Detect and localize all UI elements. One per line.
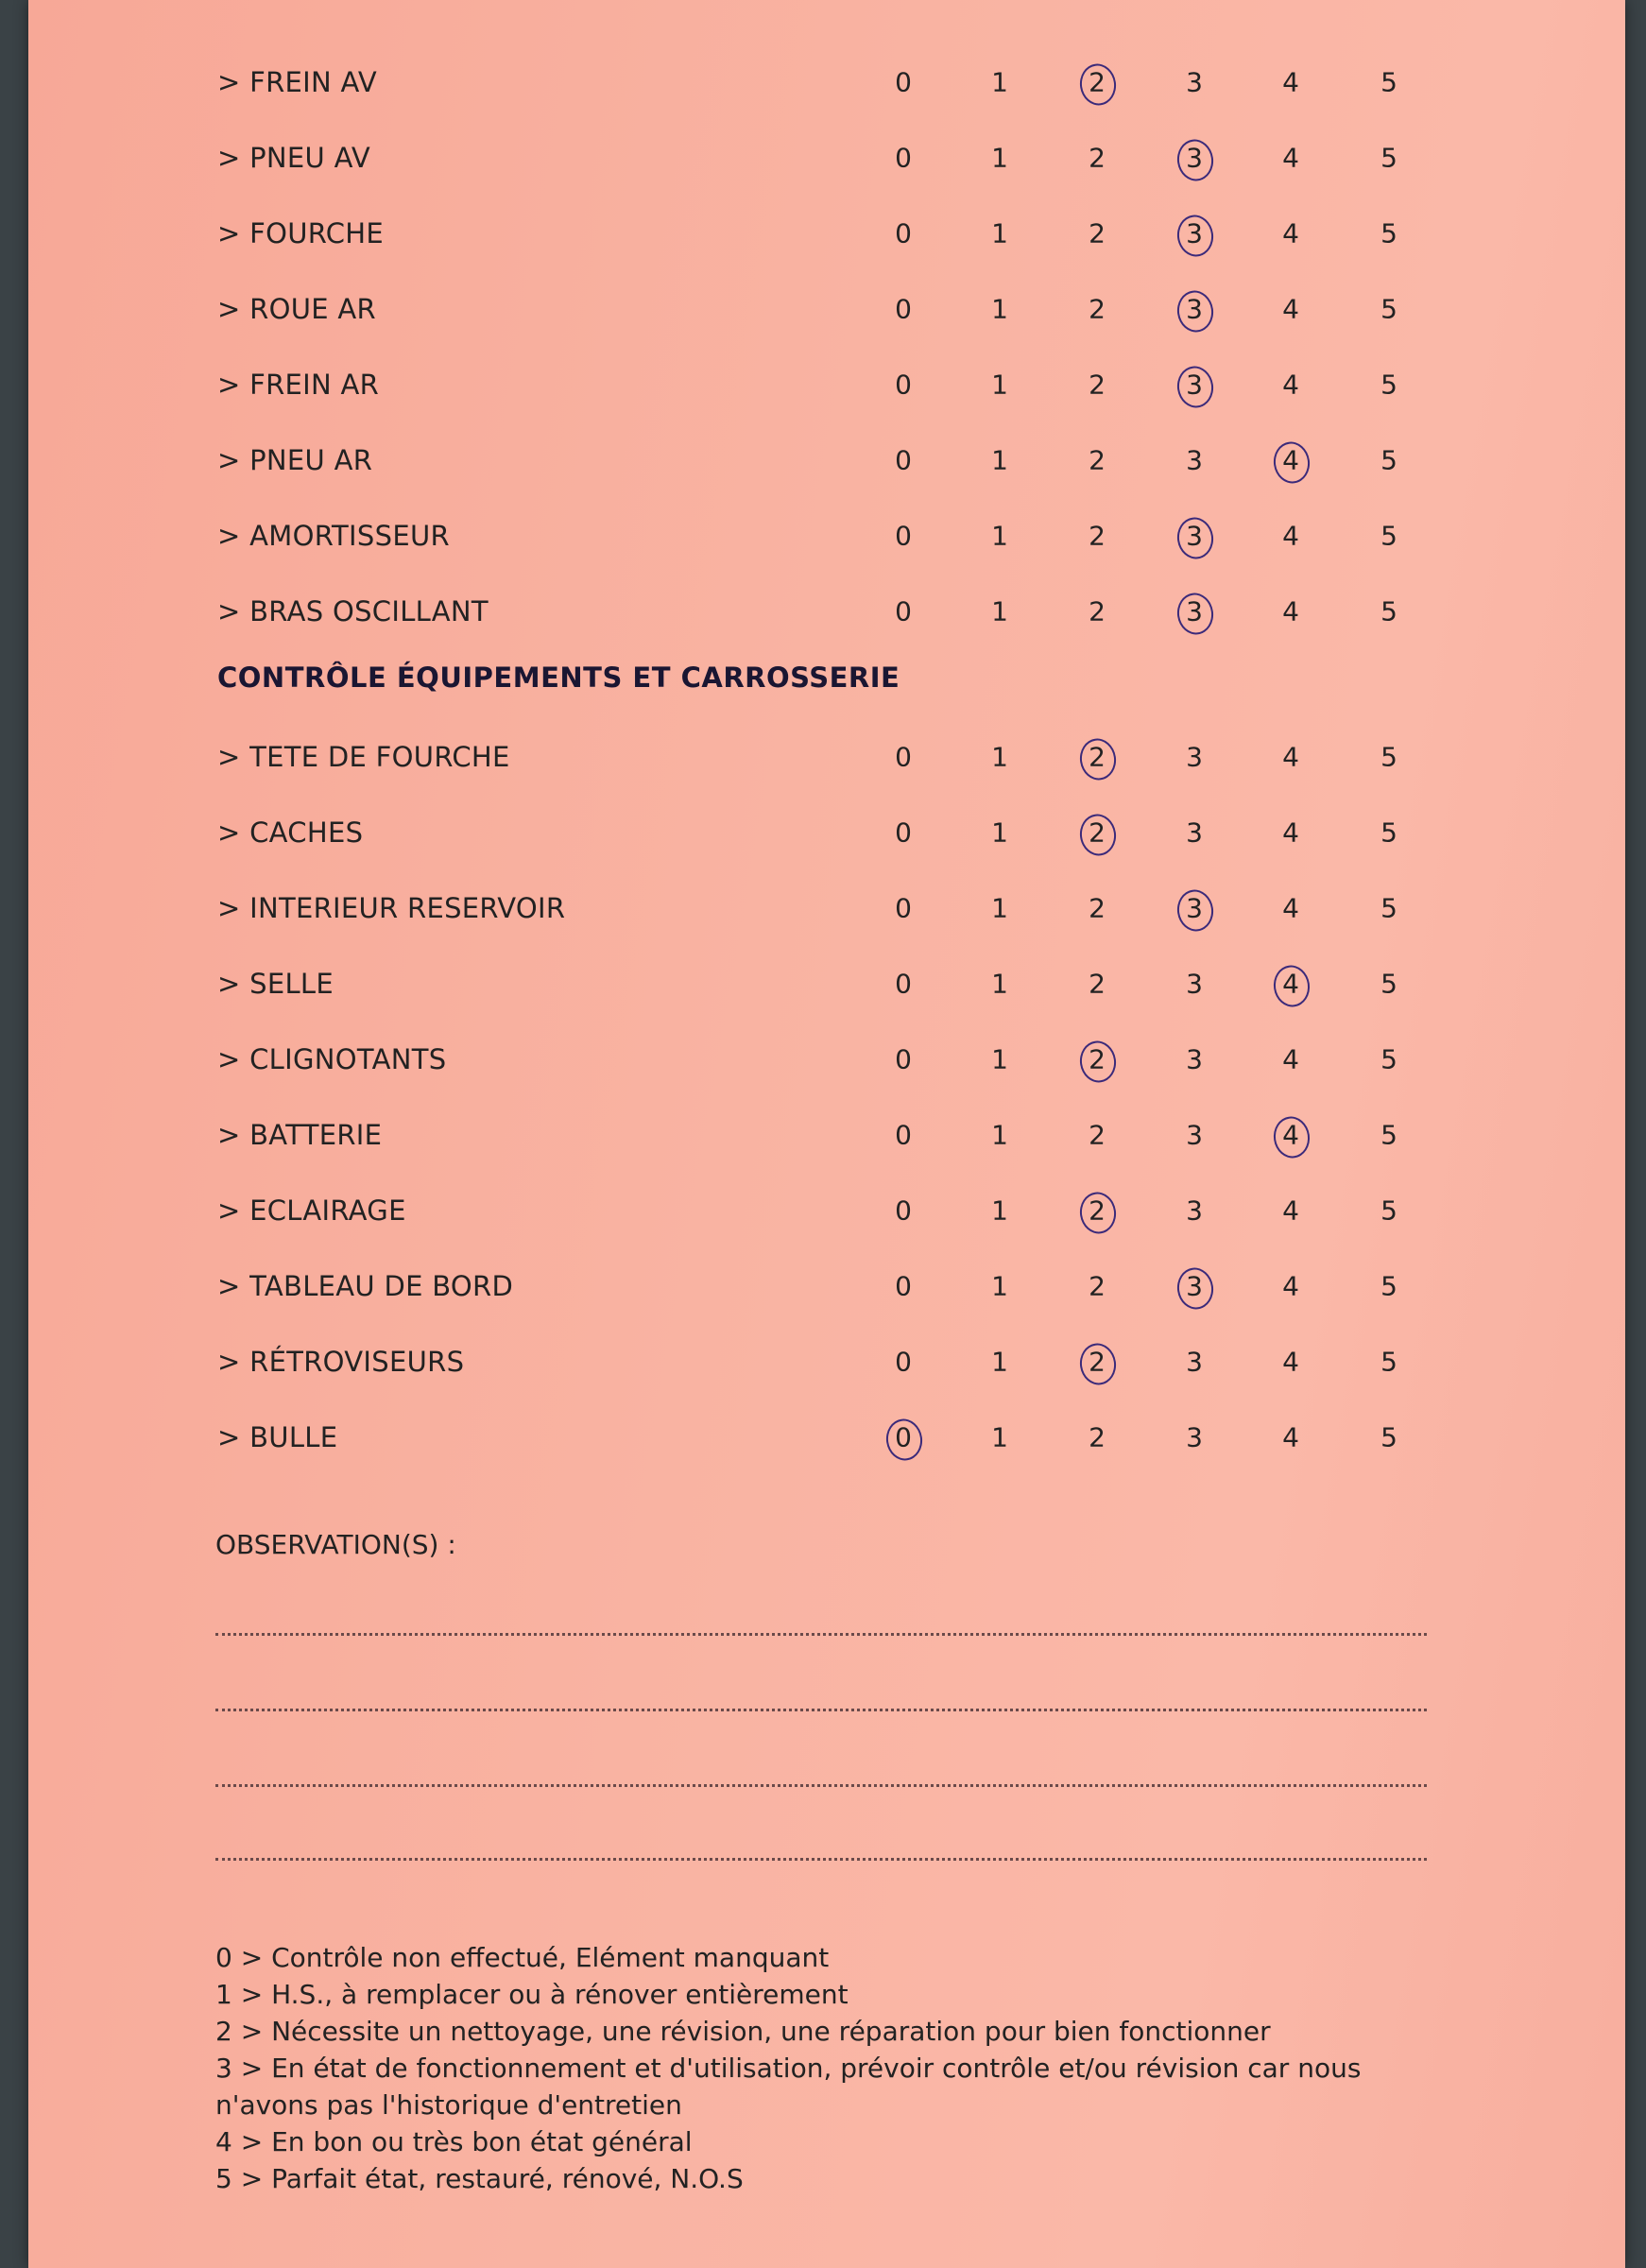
score-option[interactable]: 1 (991, 595, 1008, 627)
score-option[interactable]: 3 (1186, 1119, 1203, 1151)
score-option[interactable]: 0 (895, 1270, 912, 1302)
score-option[interactable]: 4 (1282, 66, 1299, 98)
item-label: > FREIN AV (217, 66, 377, 98)
score-option[interactable]: 3 (1186, 444, 1203, 476)
item-label: > PNEU AV (217, 142, 370, 174)
inspection-row (28, 54, 1625, 111)
score-option[interactable]: 0 (895, 892, 912, 924)
inspection-row (28, 281, 1625, 337)
item-label: > BULLE (217, 1421, 338, 1453)
score-option[interactable]: 0 (895, 520, 912, 552)
score-option[interactable]: 4 (1282, 142, 1299, 174)
observation-line[interactable] (215, 1709, 1427, 1711)
inspection-row (28, 1182, 1625, 1239)
score-option[interactable]: 4 (1282, 1270, 1299, 1302)
score-option[interactable]: 2 (1089, 217, 1106, 249)
score-option[interactable]: 5 (1380, 66, 1397, 98)
score-option[interactable]: 5 (1380, 892, 1397, 924)
score-option-selected[interactable]: 3 (1175, 596, 1213, 627)
score-option[interactable]: 1 (991, 1043, 1008, 1075)
score-option[interactable]: 5 (1380, 1421, 1397, 1453)
score-option[interactable]: 2 (1089, 444, 1106, 476)
legend-line: 4 > En bon ou très bon état général (215, 2126, 693, 2157)
score-option[interactable]: 4 (1282, 1421, 1299, 1453)
score-option[interactable]: 0 (895, 968, 912, 1000)
item-label: > AMORTISSEUR (217, 520, 450, 552)
legend-line: 2 > Nécessite un nettoyage, une révision, une réparation pour bien fonctionner (215, 2016, 1271, 2047)
score-option[interactable]: 5 (1380, 520, 1397, 552)
score-option[interactable]: 5 (1380, 217, 1397, 249)
observation-line[interactable] (215, 1633, 1427, 1636)
score-option[interactable]: 5 (1380, 1346, 1397, 1378)
observation-line[interactable] (215, 1784, 1427, 1787)
score-option[interactable]: 4 (1282, 892, 1299, 924)
score-option-selected[interactable]: 3 (1175, 294, 1213, 325)
score-option-selected[interactable]: 2 (1078, 1347, 1116, 1378)
item-label: > TABLEAU DE BORD (217, 1270, 514, 1302)
score-option[interactable]: 4 (1282, 369, 1299, 401)
inspection-row (28, 1333, 1625, 1390)
score-option[interactable]: 0 (895, 1043, 912, 1075)
inspection-row (28, 507, 1625, 564)
score-option[interactable]: 2 (1089, 1421, 1106, 1453)
score-option[interactable]: 4 (1282, 1194, 1299, 1227)
item-label: > TETE DE FOURCHE (217, 741, 510, 773)
score-option[interactable]: 4 (1282, 217, 1299, 249)
score-option[interactable]: 1 (991, 1119, 1008, 1151)
observations-title: OBSERVATION(S) : (215, 1529, 456, 1560)
score-option[interactable]: 5 (1380, 816, 1397, 849)
score-option[interactable]: 1 (991, 1194, 1008, 1227)
score-option[interactable]: 1 (991, 1421, 1008, 1453)
score-option[interactable]: 0 (895, 816, 912, 849)
score-option[interactable]: 0 (895, 1194, 912, 1227)
item-label: > FREIN AR (217, 369, 380, 401)
score-option[interactable]: 2 (1089, 520, 1106, 552)
score-option[interactable]: 4 (1282, 1346, 1299, 1378)
score-option[interactable]: 1 (991, 293, 1008, 325)
score-option[interactable]: 2 (1089, 1119, 1106, 1151)
inspection-row (28, 356, 1625, 413)
inspection-row (28, 583, 1625, 640)
score-option-selected[interactable]: 3 (1175, 893, 1213, 924)
inspection-row (28, 1031, 1625, 1088)
inspection-row (28, 1107, 1625, 1163)
score-option[interactable]: 1 (991, 1270, 1008, 1302)
score-option[interactable]: 3 (1186, 816, 1203, 849)
score-option[interactable]: 0 (895, 293, 912, 325)
score-option[interactable]: 1 (991, 217, 1008, 249)
score-option[interactable]: 5 (1380, 1119, 1397, 1151)
score-option[interactable]: 3 (1186, 66, 1203, 98)
score-option[interactable]: 1 (991, 444, 1008, 476)
score-option[interactable]: 1 (991, 1346, 1008, 1378)
score-option[interactable]: 5 (1380, 293, 1397, 325)
score-option[interactable]: 2 (1089, 142, 1106, 174)
score-option[interactable]: 5 (1380, 1270, 1397, 1302)
score-option-selected[interactable]: 3 (1175, 521, 1213, 552)
score-option[interactable]: 0 (895, 369, 912, 401)
score-option-selected[interactable]: 3 (1175, 143, 1213, 174)
score-option[interactable]: 4 (1282, 293, 1299, 325)
score-option[interactable]: 3 (1186, 1194, 1203, 1227)
score-option[interactable]: 1 (991, 968, 1008, 1000)
score-option[interactable]: 5 (1380, 741, 1397, 773)
score-option[interactable]: 4 (1282, 520, 1299, 552)
inspection-row (28, 955, 1625, 1012)
item-label: > ECLAIRAGE (217, 1194, 406, 1227)
inspection-row (28, 432, 1625, 489)
item-label: > PNEU AR (217, 444, 373, 476)
inspection-row (28, 880, 1625, 936)
score-option[interactable]: 1 (991, 66, 1008, 98)
score-option[interactable]: 5 (1380, 968, 1397, 1000)
item-label: > RÉTROVISEURS (217, 1346, 465, 1378)
inspection-row (28, 205, 1625, 262)
score-option[interactable]: 5 (1380, 142, 1397, 174)
score-option[interactable]: 1 (991, 142, 1008, 174)
observation-line[interactable] (215, 1858, 1427, 1861)
inspection-row (28, 1258, 1625, 1314)
inspection-row (28, 129, 1625, 186)
score-option[interactable]: 3 (1186, 741, 1203, 773)
legend-line: 1 > H.S., à remplacer ou à rénover entièrement (215, 1979, 849, 2010)
section-title: CONTRÔLE ÉQUIPEMENTS ET CARROSSERIE (217, 662, 900, 694)
score-option[interactable]: 1 (991, 520, 1008, 552)
score-option[interactable]: 3 (1186, 1421, 1203, 1453)
score-option-selected[interactable]: 3 (1175, 1271, 1213, 1302)
score-option[interactable]: 0 (895, 444, 912, 476)
legend-line: 3 > En état de fonctionnement et d'utilisation, prévoir contrôle et/ou révision car nous (215, 2053, 1362, 2084)
score-option[interactable]: 2 (1089, 595, 1106, 627)
item-label: > BATTERIE (217, 1119, 383, 1151)
score-option[interactable]: 0 (895, 741, 912, 773)
score-option-selected[interactable]: 2 (1078, 1195, 1116, 1227)
score-option[interactable]: 2 (1089, 1270, 1106, 1302)
score-option[interactable]: 1 (991, 816, 1008, 849)
score-option[interactable]: 5 (1380, 595, 1397, 627)
score-option[interactable]: 0 (895, 1346, 912, 1378)
legend-line: n'avons pas l'historique d'entretien (215, 2089, 682, 2121)
score-option-selected[interactable]: 2 (1078, 817, 1116, 849)
score-option[interactable]: 5 (1380, 1043, 1397, 1075)
item-label: > CLIGNOTANTS (217, 1043, 447, 1075)
score-option-selected[interactable]: 4 (1272, 1120, 1310, 1151)
score-option-selected[interactable]: 3 (1175, 218, 1213, 249)
score-option[interactable]: 5 (1380, 444, 1397, 476)
score-option-selected[interactable]: 3 (1175, 369, 1213, 401)
score-option-selected[interactable]: 4 (1272, 445, 1310, 476)
score-option[interactable]: 2 (1089, 892, 1106, 924)
score-option[interactable]: 4 (1282, 816, 1299, 849)
score-option[interactable]: 2 (1089, 369, 1106, 401)
inspection-row (28, 804, 1625, 861)
item-label: > CACHES (217, 816, 364, 849)
score-option[interactable]: 0 (895, 66, 912, 98)
legend-line: 0 > Contrôle non effectué, Elément manquant (215, 1942, 830, 1973)
score-option[interactable]: 4 (1282, 741, 1299, 773)
score-option[interactable]: 3 (1186, 1346, 1203, 1378)
score-option-selected[interactable]: 4 (1272, 969, 1310, 1000)
score-option-selected[interactable]: 2 (1078, 742, 1116, 773)
score-option-selected[interactable]: 0 (884, 1422, 922, 1453)
inspection-row (28, 729, 1625, 785)
item-label: > BRAS OSCILLANT (217, 595, 489, 627)
score-option[interactable]: 2 (1089, 293, 1106, 325)
score-option[interactable]: 5 (1380, 1194, 1397, 1227)
score-option-selected[interactable]: 2 (1078, 1044, 1116, 1075)
score-option[interactable]: 5 (1380, 369, 1397, 401)
score-option[interactable]: 1 (991, 369, 1008, 401)
score-option[interactable]: 1 (991, 741, 1008, 773)
item-label: > SELLE (217, 968, 334, 1000)
inspection-sheet (28, 0, 1625, 2268)
score-option[interactable]: 2 (1089, 968, 1106, 1000)
score-option[interactable]: 3 (1186, 968, 1203, 1000)
score-option[interactable]: 4 (1282, 1043, 1299, 1075)
score-option[interactable]: 3 (1186, 1043, 1203, 1075)
item-label: > ROUE AR (217, 293, 376, 325)
inspection-row (28, 1409, 1625, 1466)
rating-legend (215, 1939, 1444, 2197)
score-option[interactable]: 1 (991, 892, 1008, 924)
score-option[interactable]: 0 (895, 595, 912, 627)
score-option[interactable]: 0 (895, 142, 912, 174)
item-label: > INTERIEUR RESERVOIR (217, 892, 566, 924)
score-option-selected[interactable]: 2 (1078, 67, 1116, 98)
score-option[interactable]: 0 (895, 1119, 912, 1151)
score-option[interactable]: 0 (895, 217, 912, 249)
legend-line: 5 > Parfait état, restauré, rénové, N.O.S (215, 2163, 744, 2194)
item-label: > FOURCHE (217, 217, 385, 249)
score-option[interactable]: 4 (1282, 595, 1299, 627)
